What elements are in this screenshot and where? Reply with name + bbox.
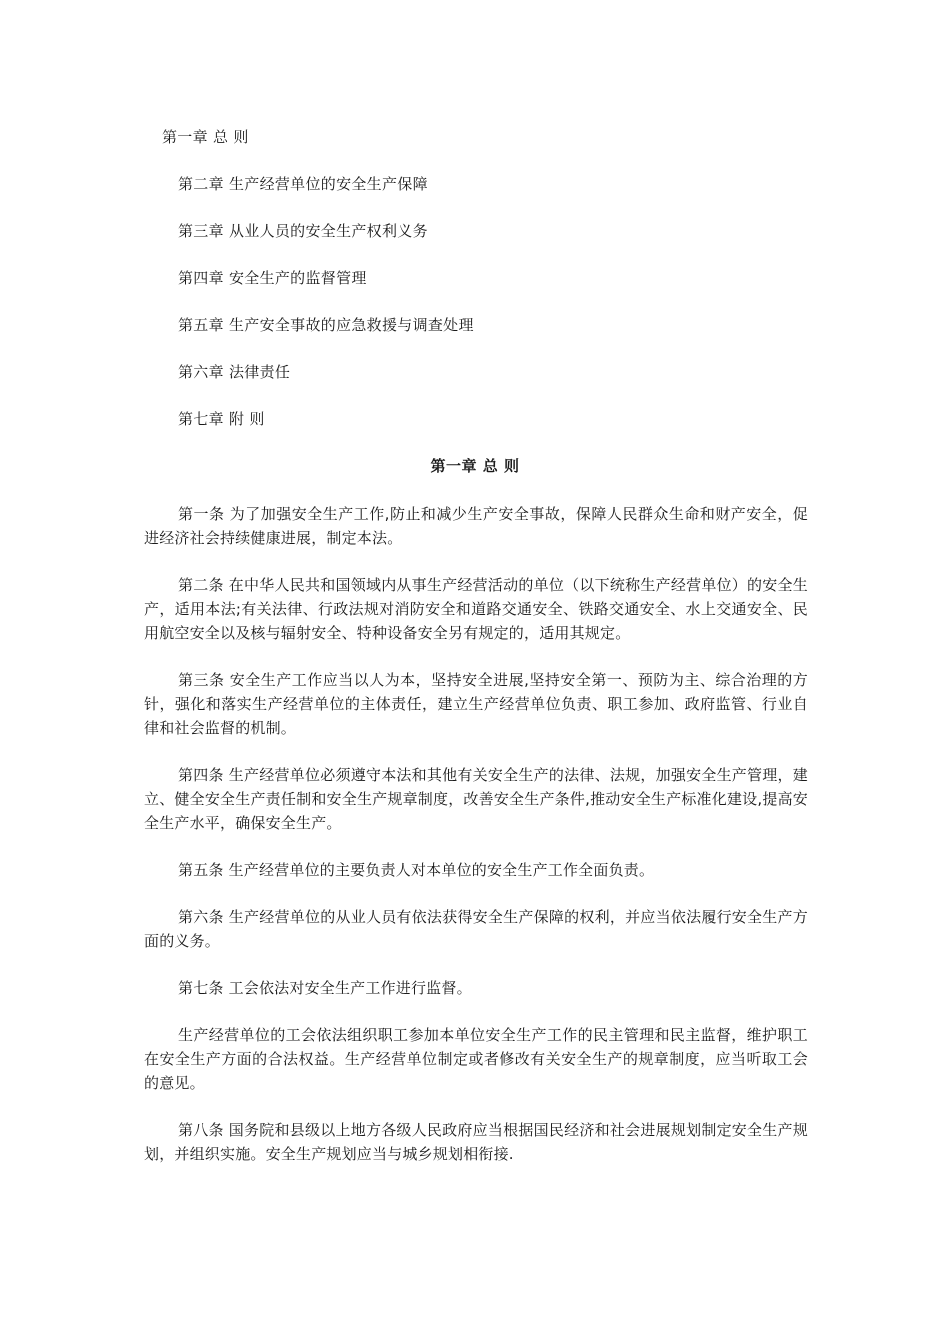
toc-item-chapter-2: 第二章 生产经营单位的安全生产保障	[178, 175, 428, 193]
toc-item-chapter-4: 第四章 安全生产的监督管理	[178, 269, 367, 287]
toc-item-chapter-5: 第五章 生产安全事故的应急救援与调查处理	[178, 316, 474, 334]
article-1: 第一条 为了加强安全生产工作,防止和减少生产安全事故，保障人民群众生命和财产安全，促进经济社会持续健康进展，制定本法。	[144, 505, 808, 547]
article-5: 第五条 生产经营单位的主要负责人对本单位的安全生产工作全面负责。	[178, 861, 655, 879]
article-2: 第二条 在中华人民共和国领域内从事生产经营活动的单位（以下统称生产经营单位）的安全生产，适用本法;有关法律、行政法规对消防安全和道路交通安全、铁路交通安全、水上交通安全、民用航空安全以及核与辐射安全、特种设备安全另有规定的，适用其规定。	[144, 576, 808, 642]
article-7: 第七条 工会依法对安全生产工作进行监督。	[178, 979, 472, 997]
toc-item-chapter-7: 第七章 附 则	[178, 410, 265, 428]
chapter-heading: 第一章 总 则	[430, 457, 520, 475]
toc-item-chapter-6: 第六章 法律责任	[178, 363, 291, 381]
article-7-paragraph-2: 生产经营单位的工会依法组织职工参加本单位安全生产工作的民主管理和民主监督，维护职工在安全生产方面的合法权益。生产经营单位制定或者修改有关安全生产的规章制度，应当听取工会的意见。	[144, 1026, 808, 1092]
toc-item-chapter-1: 第一章 总 则	[162, 128, 249, 146]
article-8: 第八条 国务院和县级以上地方各级人民政府应当根据国民经济和社会进展规划制定安全生产规划，并组织实施。安全生产规划应当与城乡规划相衔接.	[144, 1121, 808, 1163]
article-4: 第四条 生产经营单位必须遵守本法和其他有关安全生产的法律、法规，加强安全生产管理，建立、健全安全生产责任制和安全生产规章制度，改善安全生产条件,推动安全生产标准化建设,提高安全生产水平，确保安全生产。	[144, 766, 808, 832]
document-body	[144, 502, 808, 1189]
toc-item-chapter-3: 第三章 从业人员的安全生产权利义务	[178, 222, 428, 240]
article-3: 第三条 安全生产工作应当以人为本，坚持安全进展,坚持安全第一、预防为主、综合治理的方针，强化和落实生产经营单位的主体责任，建立生产经营单位负责、职工参加、政府监管、行业自律和社会监督的机制。	[144, 671, 808, 737]
article-6: 第六条 生产经营单位的从业人员有依法获得安全生产保障的权利，并应当依法履行安全生产方面的义务。	[144, 908, 808, 950]
